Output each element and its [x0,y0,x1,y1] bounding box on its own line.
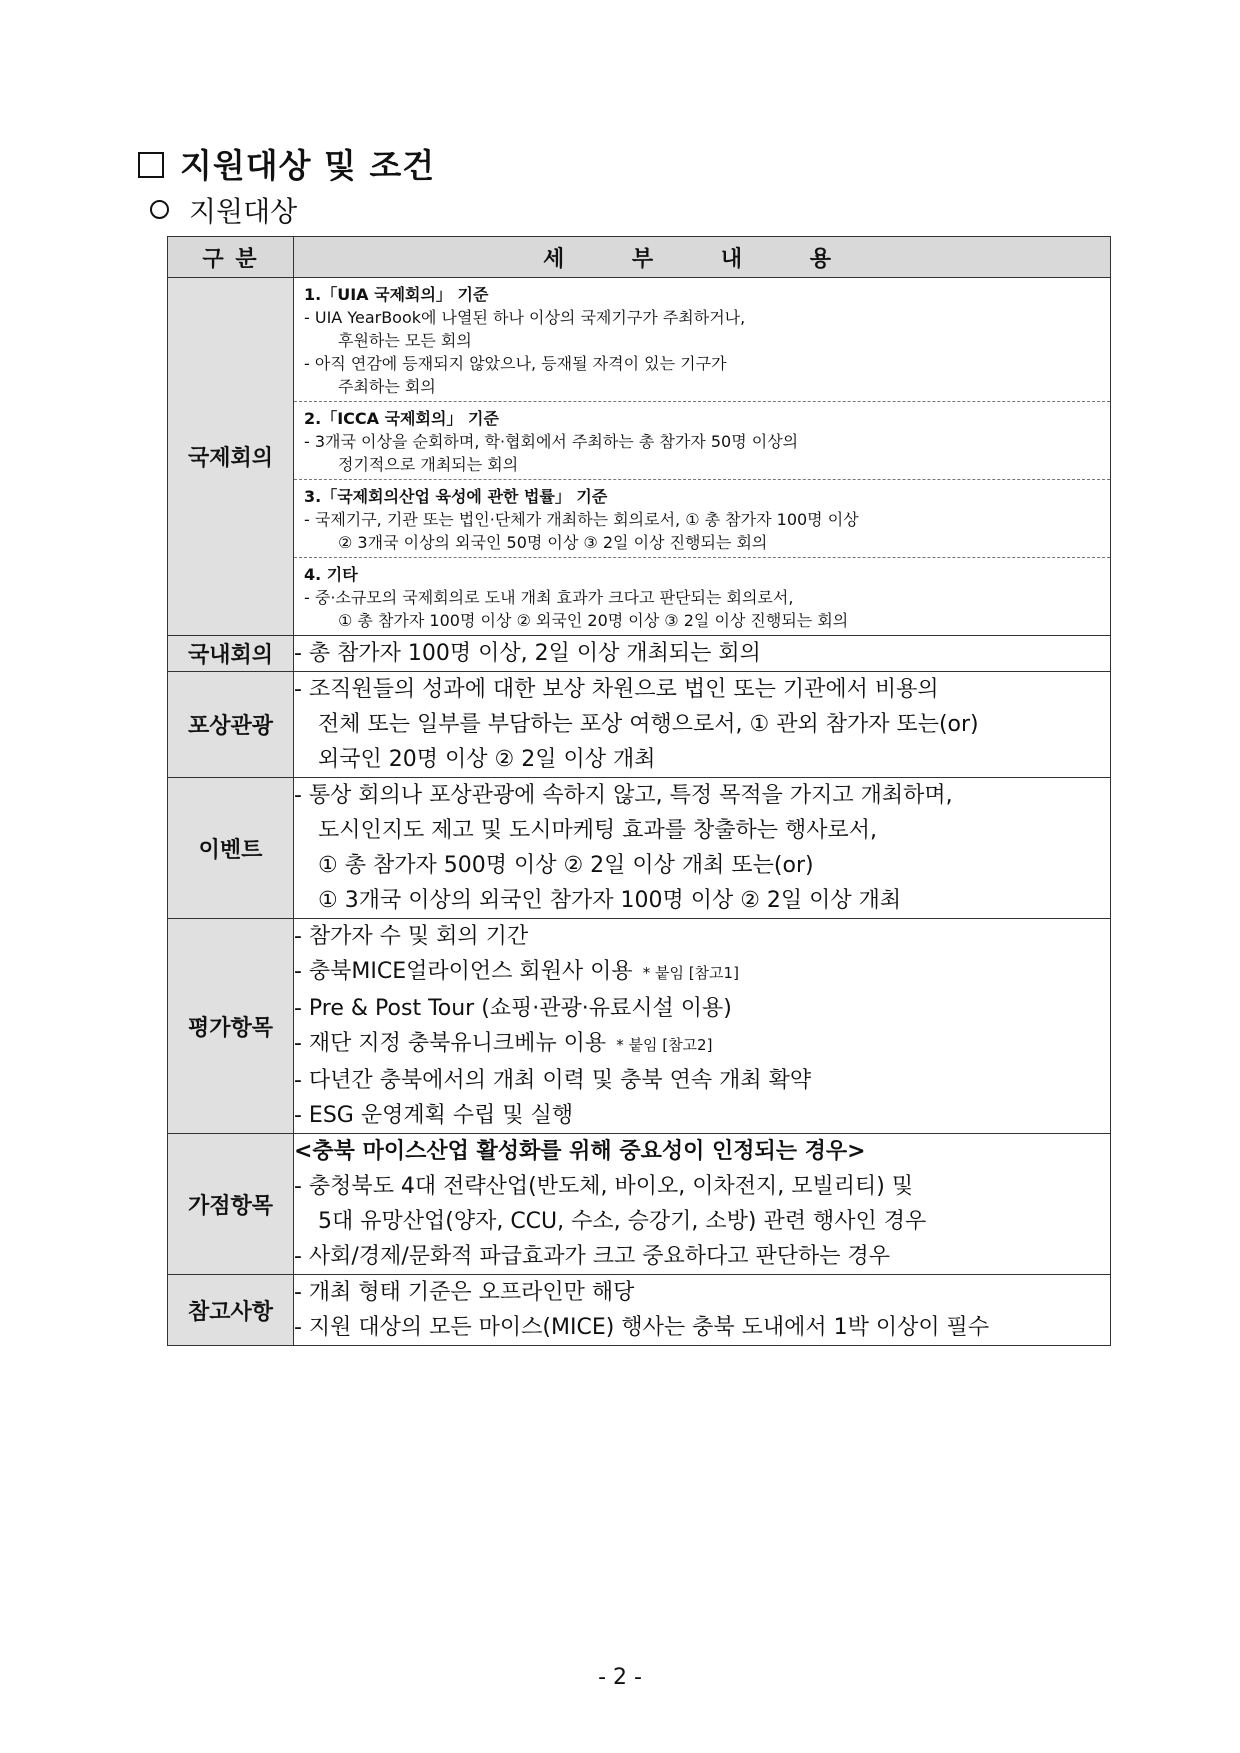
intl-section-uia [294,278,1110,402]
list-item-cont: 후원하는 모든 회의 [338,331,472,350]
list-item: - 지원 대상의 모든 마이스(MICE) 행사는 충북 도내에서 1박 이상이 필수 [294,1315,990,1340]
page-number: - 2 - [598,1665,642,1690]
subsection-title [150,190,297,230]
list-item-cont: ② 3개국 이상의 외국인 50명 이상 ③ 2일 이상 진행되는 회의 [338,533,768,552]
row-event [168,778,1111,919]
category-incentive: 포상관광 [168,672,294,778]
list-item: - 중·소규모의 국제회의로 도내 개최 효과가 크다고 판단되는 회의로서, [304,588,794,607]
event-details [294,778,1111,919]
list-item-cont: ① 3개국 이상의 외국인 참가자 100명 이상 ② 2일 이상 개최 [318,888,902,913]
list-item-text: - 참가자 수 및 회의 기간 [294,924,529,949]
list-item-text: - 다년간 충북에서의 개최 이력 및 충북 연속 개최 확약 [294,1068,812,1093]
bonus-details [294,1134,1111,1275]
section-title [138,140,435,187]
list-item-text: - ESG 운영계획 수립 및 실행 [294,1103,574,1128]
section-heading: 4. 기타 [304,565,358,584]
bonus-heading: <충북 마이스산업 활성화를 위해 중요성이 인정되는 경우> [294,1139,866,1164]
table-header-row [168,237,1111,278]
category-event: 이벤트 [168,778,294,919]
international-details [294,278,1111,636]
list-item-cont: ① 총 참가자 500명 이상 ② 2일 이상 개최 또는(or) [318,853,814,878]
domestic-details [294,636,1111,672]
list-item: - 개최 형태 기준은 오프라인만 해당 [294,1280,635,1305]
category-notes: 참고사항 [168,1275,294,1346]
notes-details [294,1275,1111,1346]
list-item: - 조직원들의 성과에 대한 보상 차원으로 법인 또는 기관에서 비용의 [294,677,939,702]
checkbox-square-icon [138,152,164,178]
intl-section-law [294,480,1110,558]
intl-section-icca [294,402,1110,480]
list-item [294,1063,1110,1098]
category-domestic: 국내회의 [168,636,294,672]
list-item-cont: ① 총 참가자 100명 이상 ② 외국인 20명 이상 ③ 2일 이상 진행되는 회의 [338,611,849,630]
list-item-cont: 외국인 20명 이상 ② 2일 이상 개최 [318,747,656,772]
list-item-cont: 도시인지도 제고 및 도시마케팅 효과를 창출하는 행사로서, [318,818,878,843]
support-target-table [167,236,1111,1346]
list-item [294,1098,1110,1133]
reference-note: * 붙임 [참고1] [642,964,739,982]
list-item-text: - 충북MICE얼라이언스 회원사 이용 [294,959,633,984]
category-international: 국제회의 [168,278,294,636]
row-evaluation [168,919,1111,1134]
incentive-details [294,672,1111,778]
subsection-title-text: 지원대상 [189,195,298,228]
evaluation-details [294,919,1111,1134]
list-item [294,1026,1110,1063]
list-item-cont: 주최하는 회의 [338,377,436,396]
row-international [168,278,1111,636]
list-item: - 사회/경제/문화적 파급효과가 크고 중요하다고 판단하는 경우 [294,1244,891,1269]
list-item-cont: 5대 유망산업(양자, CCU, 수소, 승강기, 소방) 관련 행사인 경우 [318,1209,927,1234]
section-heading: 3.「국제회의산업 육성에 관한 법률」 기준 [304,487,608,506]
list-item: - 국제기구, 기관 또는 법인·단체가 개최하는 회의로서, ① 총 참가자 100명 이상 [304,510,859,529]
intl-section-other [294,558,1110,635]
section-heading: 1.「UIA 국제회의」 기준 [304,285,489,304]
list-item: - 통상 회의나 포상관광에 속하지 않고, 특정 목적을 가지고 개최하며, [294,783,953,808]
header-category: 구 분 [168,237,294,278]
list-item-text: - 재단 지정 충북유니크베뉴 이용 [294,1031,607,1056]
list-item-cont: 전체 또는 일부를 부담하는 포상 여행으로서, ① 관외 참가자 또는(or) [318,712,979,737]
category-bonus: 가점항목 [168,1134,294,1275]
category-evaluation: 평가항목 [168,919,294,1134]
circle-bullet-icon [150,200,169,219]
row-notes [168,1275,1111,1346]
list-item: - UIA YearBook에 나열된 하나 이상의 국제기구가 주최하거나, [304,308,746,327]
list-item: - 3개국 이상을 순회하며, 학·협회에서 주최하는 총 참가자 50명 이상의 [304,432,799,451]
list-item [294,919,1110,954]
list-item: - 총 참가자 100명 이상, 2일 이상 개최되는 회의 [294,641,761,666]
section-title-text: 지원대상 및 조건 [180,146,436,185]
row-incentive [168,672,1111,778]
row-bonus [168,1134,1111,1275]
list-item-cont: 정기적으로 개최되는 회의 [338,455,519,474]
reference-note: * 붙임 [참고2] [616,1036,713,1054]
header-details: 세 부 내 용 [294,237,1111,278]
list-item [294,954,1110,991]
list-item: - 아직 연감에 등재되지 않았으나, 등재될 자격이 있는 기구가 [304,354,727,373]
list-item [294,991,1110,1026]
list-item-text: - Pre & Post Tour (쇼핑·관광·유료시설 이용) [294,996,732,1021]
list-item: - 충청북도 4대 전략산업(반도체, 바이오, 이차전지, 모빌리티) 및 [294,1174,914,1199]
section-heading: 2.「ICCA 국제회의」 기준 [304,409,499,428]
row-domestic [168,636,1111,672]
